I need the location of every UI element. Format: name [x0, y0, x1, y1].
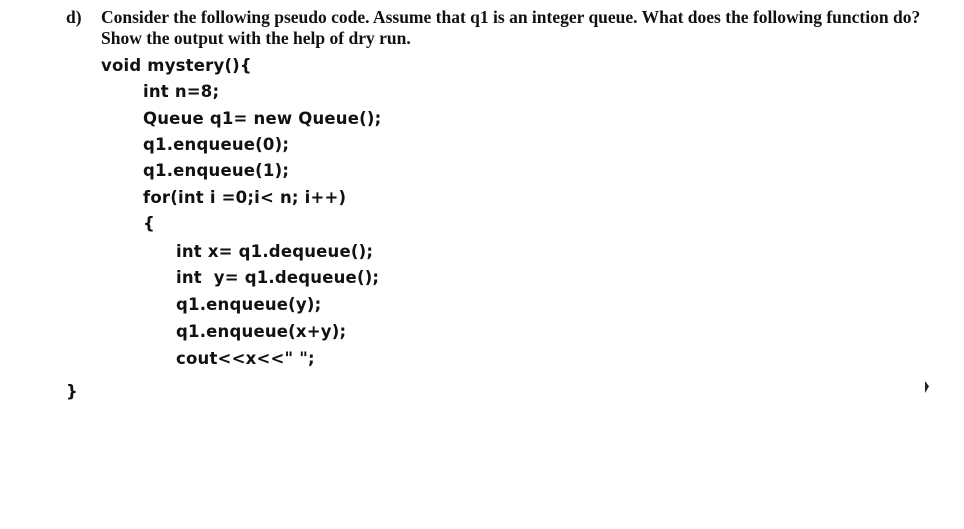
code-line: for(int i =0;i< n; i++): [143, 188, 347, 207]
closing-brace: }: [66, 382, 78, 401]
cropped-brace-mark: [925, 381, 929, 393]
code-line: Queue q1= new Queue();: [143, 109, 382, 128]
code-line: q1.enqueue(0);: [143, 135, 290, 154]
code-line: q1.enqueue(1);: [143, 161, 290, 180]
code-line: q1.enqueue(x+y);: [176, 322, 347, 341]
code-line: cout<<x<<" ";: [176, 349, 315, 368]
code-line: int y= q1.dequeue();: [176, 268, 380, 287]
function-header: void mystery(){: [101, 56, 252, 75]
question-text: Consider the following pseudo code. Assume that q1 is an integer queue. What does the following function do? Show the output with the help of dry run.: [101, 7, 921, 48]
code-line: int n=8;: [143, 82, 220, 101]
code-line: int x= q1.dequeue();: [176, 242, 374, 261]
code-line: {: [143, 214, 155, 233]
question-block: [66, 7, 946, 49]
question-label: d): [66, 7, 82, 27]
code-line: q1.enqueue(y);: [176, 295, 322, 314]
